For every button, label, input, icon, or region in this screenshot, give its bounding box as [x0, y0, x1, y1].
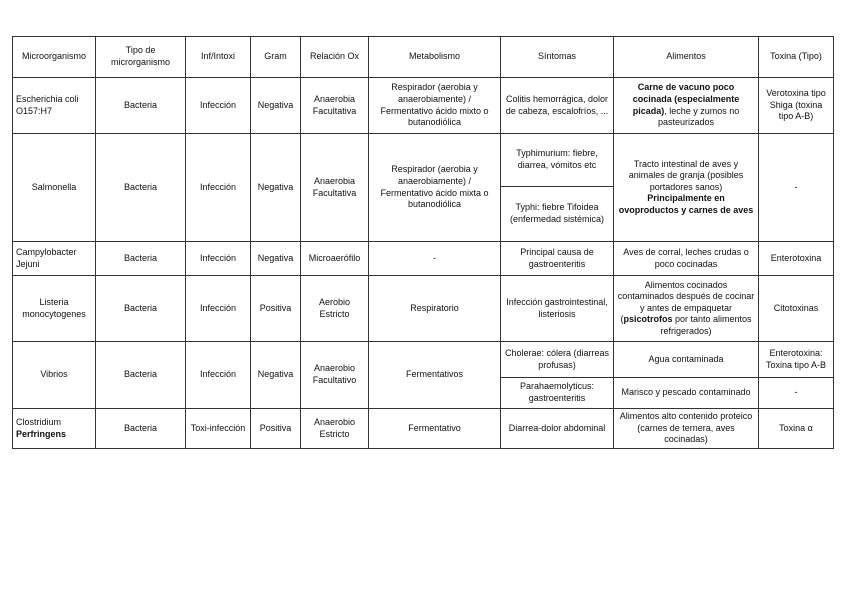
- cell-ox: Anaerobia Facultativa: [301, 78, 369, 134]
- cell-gram: Negativa: [251, 342, 301, 409]
- table-row: [13, 342, 834, 378]
- micro-species: Perfringens: [16, 428, 67, 439]
- cell-tipo: Bacteria: [96, 409, 186, 449]
- cell-alimentos: [614, 78, 759, 134]
- cell-microorganismo: Escherichia coli O157:H7: [13, 78, 96, 134]
- cell-inf: Infección: [186, 276, 251, 342]
- cell-ox: Aerobio Estricto: [301, 276, 369, 342]
- cell-tipo: Bacteria: [96, 242, 186, 276]
- header-toxina: Toxina (Tipo): [759, 37, 834, 78]
- cell-microorganismo: Salmonella: [13, 134, 96, 242]
- cell-gram: Negativa: [251, 78, 301, 134]
- cell-sintomas: Colitis hemorrágica, dolor de cabeza, escalofríos, ...: [501, 78, 614, 134]
- header-sintomas: Síntomas: [501, 37, 614, 78]
- cell-sintomas-typhimurium: Typhimurium: fiebre, diarrea, vómitos etc: [501, 134, 614, 187]
- cell-sintomas: Infección gastrointestinal, listeriosis: [501, 276, 614, 342]
- header-alimentos: Alimentos: [614, 37, 759, 78]
- header-inf-intoxi: Inf/Intoxi: [186, 37, 251, 78]
- microorganism-table: [12, 36, 834, 449]
- cell-microorganismo: Vibrios: [13, 342, 96, 409]
- cell-toxina: -: [759, 134, 834, 242]
- cell-alimentos-agua: Agua contaminada: [614, 342, 759, 378]
- cell-inf: Infección: [186, 342, 251, 409]
- cell-ox: Anaerobio Estricto: [301, 409, 369, 449]
- cell-sintomas-parahaemolyticus: Parahaemolyticus: gastroenteritis: [501, 378, 614, 409]
- cell-ox: Anaerobio Facultativo: [301, 342, 369, 409]
- cell-microorganismo: Campylobacter Jejuni: [13, 242, 96, 276]
- table-row: [13, 134, 834, 187]
- cell-tipo: Bacteria: [96, 134, 186, 242]
- cell-metabolismo: -: [369, 242, 501, 276]
- cell-sintomas-cholerae: Cholerae: cólera (diarreas profusas): [501, 342, 614, 378]
- alimentos-text: , leche y zumos no pasteurizados: [657, 105, 740, 128]
- table-row: [13, 276, 834, 342]
- cell-inf: Infección: [186, 134, 251, 242]
- cell-toxina: Toxina α: [759, 409, 834, 449]
- cell-gram: Positiva: [251, 276, 301, 342]
- cell-alimentos-marisco: Marisco y pescado contaminado: [614, 378, 759, 409]
- cell-toxina-none: -: [759, 378, 834, 409]
- cell-inf: Toxi-infección: [186, 409, 251, 449]
- header-relacion-ox: Relación Ox: [301, 37, 369, 78]
- cell-gram: Negativa: [251, 134, 301, 242]
- alimentos-text-end: por tanto alimentos refrigerados): [660, 314, 752, 336]
- cell-tipo: Bacteria: [96, 342, 186, 409]
- cell-microorganismo: Listeria monocytogenes: [13, 276, 96, 342]
- cell-metabolismo: Respirador (aerobia y anaerobiamente) / Fermentativo ácido mixta o butanodiólica: [369, 134, 501, 242]
- cell-alimentos: [614, 276, 759, 342]
- alimentos-text: Tracto intestinal de aves y animales de granja (posibles portadores sanos): [628, 158, 744, 192]
- cell-sintomas: Principal causa de gastroenteritis: [501, 242, 614, 276]
- cell-sintomas: Diarrea-dolor abdominal: [501, 409, 614, 449]
- cell-metabolismo: Fermentativos: [369, 342, 501, 409]
- cell-tipo: Bacteria: [96, 276, 186, 342]
- alimentos-bold: psicotrofos: [623, 314, 673, 325]
- header-gram: Gram: [251, 37, 301, 78]
- cell-gram: Positiva: [251, 409, 301, 449]
- cell-metabolismo: Respirador (aerobia y anaerobiamente) / Fermentativo ácido mixto o butanodiólica: [369, 78, 501, 134]
- table-row: [13, 242, 834, 276]
- cell-toxina: Verotoxina tipo Shiga (toxina tipo A-B): [759, 78, 834, 134]
- alimentos-text: Alimentos cocinados contaminados después de cocinar y antes de empaquetar (: [617, 279, 755, 325]
- header-metabolismo: Metabolismo: [369, 37, 501, 78]
- cell-inf: Infección: [186, 78, 251, 134]
- micro-genus: Clostridium: [16, 416, 62, 427]
- cell-tipo: Bacteria: [96, 78, 186, 134]
- cell-microorganismo: [13, 409, 96, 449]
- header-microorganismo: Microorganismo: [13, 37, 96, 78]
- cell-alimentos: Alimentos alto contenido proteico (carnes de ternera, aves cocinadas): [614, 409, 759, 449]
- header-row: [13, 37, 834, 78]
- cell-alimentos: [614, 134, 759, 242]
- alimentos-bold: Principalmente en ovoproductos y carnes de aves: [618, 193, 754, 215]
- cell-inf: Infección: [186, 242, 251, 276]
- cell-metabolismo: Fermentativo: [369, 409, 501, 449]
- header-tipo: Tipo de microrganismo: [96, 37, 186, 78]
- alimentos-bold: Carne de vacuno poco cocinada (especialmente picada): [632, 82, 740, 116]
- cell-toxina: Citotoxinas: [759, 276, 834, 342]
- cell-toxina: Enterotoxina: [759, 242, 834, 276]
- cell-ox: Anaerobia Facultativa: [301, 134, 369, 242]
- table-row: [13, 78, 834, 134]
- cell-metabolismo: Respiratorio: [369, 276, 501, 342]
- cell-gram: Negativa: [251, 242, 301, 276]
- cell-sintomas-typhi: Typhi: fiebre Tifoidea (enfermedad sistémica): [501, 187, 614, 242]
- table-row: [13, 409, 834, 449]
- cell-toxina-enterotoxina: Enterotoxina: Toxina tipo A-B: [759, 342, 834, 378]
- cell-alimentos: Aves de corral, leches crudas o poco cocinadas: [614, 242, 759, 276]
- cell-ox: Microaerófilo: [301, 242, 369, 276]
